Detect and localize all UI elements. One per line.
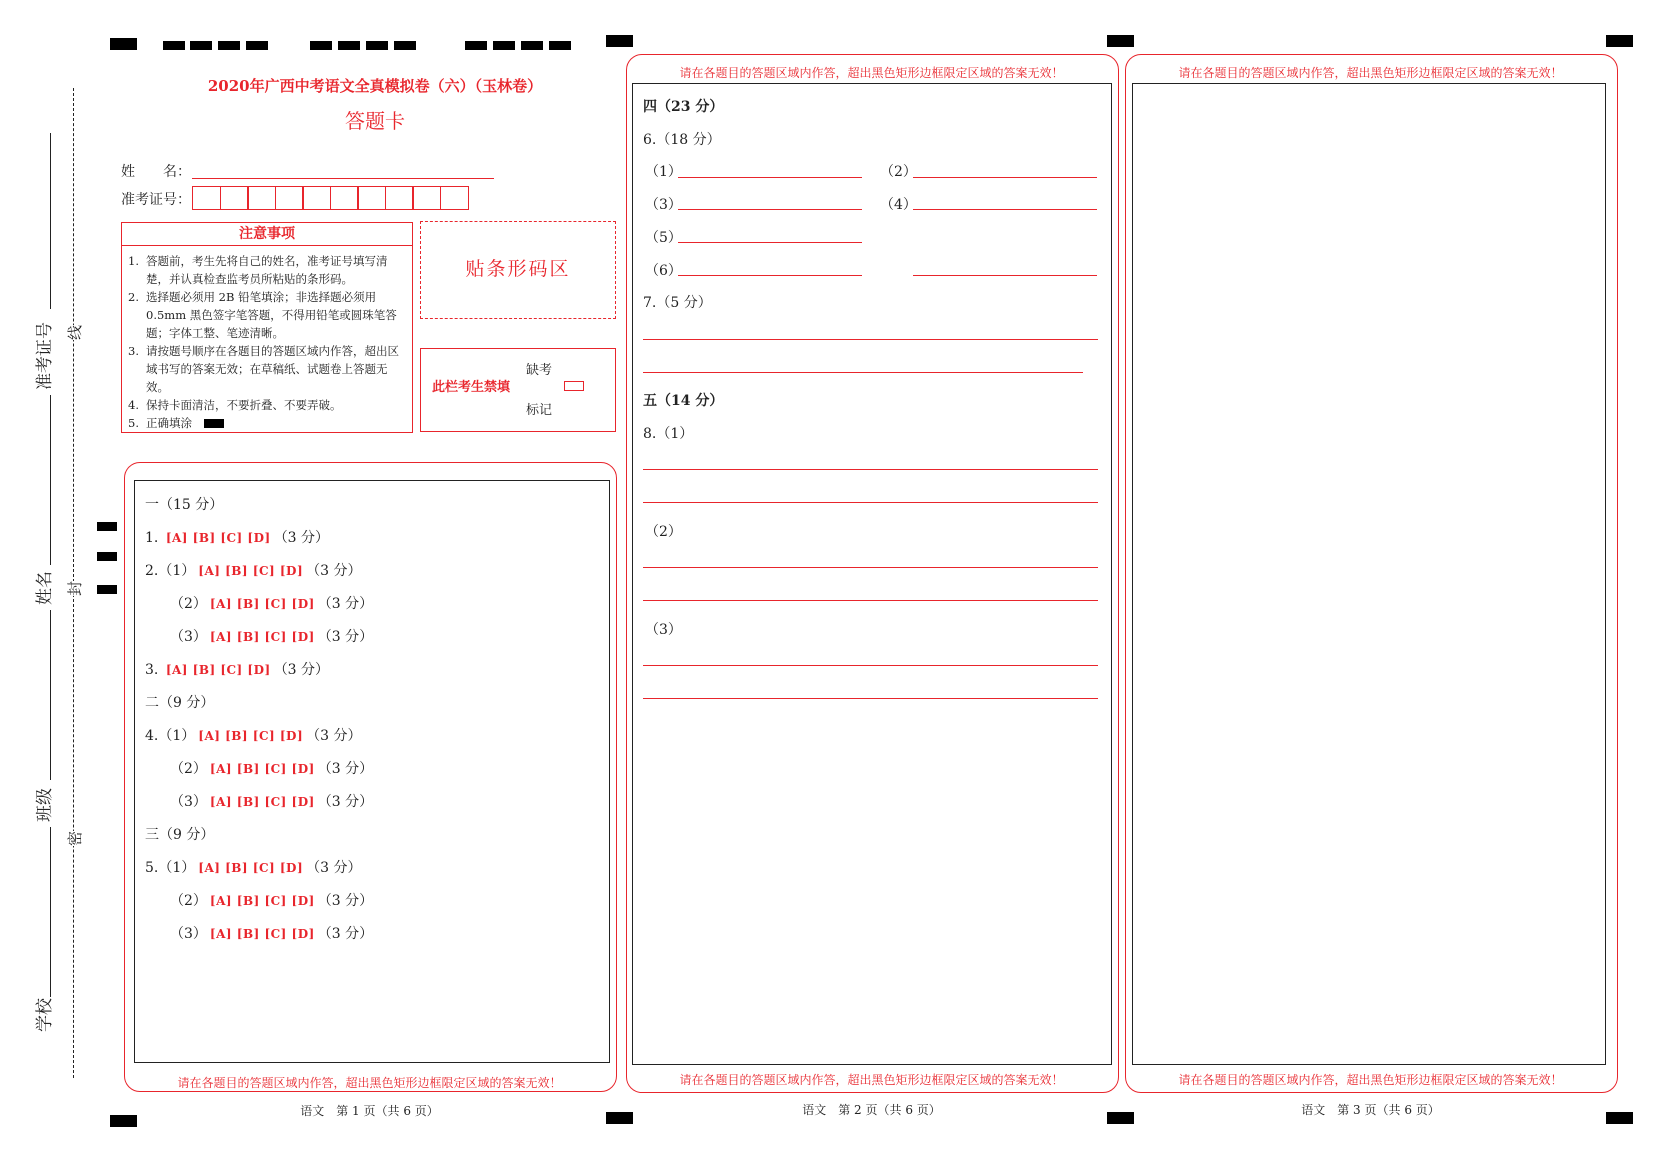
name-label: 姓 名： <box>121 164 191 180</box>
answer-line[interactable] <box>913 209 1097 210</box>
question-2-3: （3） [A] [B] [C] [D] （3 分） <box>170 629 374 645</box>
answer-line[interactable] <box>913 275 1097 276</box>
side-fill-line <box>50 133 51 309</box>
section-2-heading: 二（9 分） <box>145 695 215 711</box>
answer-line[interactable] <box>643 567 1098 568</box>
question-1: 1. [A] [B] [C] [D] （3 分） <box>145 530 330 546</box>
question-8-3: （3） <box>645 622 682 638</box>
question-2-2: （2） [A] [B] [C] [D] （3 分） <box>170 596 374 612</box>
timing-mark <box>97 585 117 594</box>
timing-mark <box>163 41 185 50</box>
answer-line[interactable] <box>678 209 862 210</box>
side-mark-secret: 密 <box>66 830 84 846</box>
page2-warning-bottom: 请在各题目的答题区域内作答，超出黑色矩形边框限定区域的答案无效！ <box>679 1073 1064 1087</box>
choice-bubbles[interactable]: [A] [B] [C] [D] <box>198 564 304 578</box>
notes-list <box>122 246 412 432</box>
page2-footer: 语文 第 2 页（共 6 页） <box>802 1103 941 1117</box>
timing-mark <box>310 41 332 50</box>
timing-mark <box>246 41 268 50</box>
timing-mark <box>366 41 388 50</box>
note-item: 5. 正确填涂 <box>128 414 406 432</box>
question-4-3: （3） [A] [B] [C] [D] （3 分） <box>170 794 374 810</box>
choice-bubbles[interactable]: [A] [B] [C] [D] <box>209 894 315 908</box>
registration-mark <box>110 38 137 50</box>
barcode-area <box>420 221 616 319</box>
choice-bubbles[interactable]: [A] [B] [C] [D] <box>165 531 271 545</box>
choice-bubbles[interactable]: [A] [B] [C] [D] <box>209 795 315 809</box>
page1-warning: 请在各题目的答题区域内作答，超出黑色矩形边框限定区域的答案无效！ <box>177 1076 562 1090</box>
q6-sub-3: （3） <box>645 197 682 213</box>
side-fill-line <box>50 610 51 780</box>
answer-line[interactable] <box>913 177 1097 178</box>
barcode-label: 贴条形码区 <box>465 258 571 280</box>
notes-heading: 注意事项 <box>122 223 412 246</box>
answer-line[interactable] <box>643 665 1098 666</box>
id-cell[interactable] <box>330 186 359 210</box>
page3-footer: 语文 第 3 页（共 6 页） <box>1301 1103 1440 1117</box>
note-item: 4. 保持卡面清洁，不要折叠、不要弄破。 <box>128 398 342 412</box>
answer-line[interactable] <box>643 469 1098 470</box>
choice-bubbles[interactable]: [A] [B] [C] [D] <box>209 927 315 941</box>
registration-mark <box>1107 35 1134 47</box>
timing-mark <box>97 522 117 531</box>
timing-mark <box>493 41 515 50</box>
side-label-school: 学校 <box>35 998 55 1032</box>
id-cell[interactable] <box>440 186 469 210</box>
absent-bubble[interactable] <box>564 381 584 391</box>
choice-bubbles[interactable]: [A] [B] [C] [D] <box>198 861 304 875</box>
timing-mark <box>549 41 571 50</box>
absent-label-bottom: 标记 <box>526 403 553 418</box>
choice-bubbles[interactable]: [A] [B] [C] [D] <box>209 762 315 776</box>
note-item: 3. 请按题号顺序在各题目的答题区域内作答，超出区域书写的答案无效；在草稿纸、试题卷上答题无效。 <box>128 344 399 394</box>
notes-box <box>121 222 413 433</box>
q6-sub-6: （6） <box>645 263 682 279</box>
answer-line[interactable] <box>643 339 1098 340</box>
section-1-heading: 一（15 分） <box>145 497 224 513</box>
note-item: 1. 答题前，考生先将自己的姓名，准考证号填写清楚，并认真检查监考员所粘贴的条形码。 <box>128 254 388 286</box>
id-label: 准考证号： <box>121 192 191 208</box>
section-4-heading: 四（23 分） <box>643 99 724 115</box>
section-3-heading: 三（9 分） <box>145 827 215 843</box>
timing-mark <box>218 41 240 50</box>
side-label-class: 班级 <box>35 788 55 822</box>
id-cell[interactable] <box>247 186 276 210</box>
q6-sub-1: （1） <box>645 164 682 180</box>
q6-sub-2: （2） <box>880 164 917 180</box>
timing-mark <box>394 41 416 50</box>
name-field[interactable] <box>192 178 494 179</box>
answer-line[interactable] <box>643 600 1098 601</box>
card-subtitle: 答题卡 <box>345 109 405 133</box>
absent-box <box>420 348 616 432</box>
page3-answer-area[interactable] <box>1132 83 1606 1065</box>
answer-line[interactable] <box>643 698 1098 699</box>
side-fill-line <box>50 827 51 997</box>
note-item: 2. 选择题必须用 2B 铅笔填涂；非选择题必须用 0.5mm 黑色签字笔答题，不得用铅笔或圆珠笔答题；字体工整、笔迹清晰。 <box>128 290 397 340</box>
answer-line[interactable] <box>643 502 1098 503</box>
id-cell[interactable] <box>192 186 221 210</box>
side-fill-line <box>50 395 51 565</box>
answer-line[interactable] <box>678 275 862 276</box>
question-4-2: （2） [A] [B] [C] [D] （3 分） <box>170 761 374 777</box>
page2-warning-top: 请在各题目的答题区域内作答，超出黑色矩形边框限定区域的答案无效！ <box>679 66 1064 80</box>
question-5-1: 5.（1） [A] [B] [C] [D] （3 分） <box>145 860 362 876</box>
choice-bubbles[interactable]: [A] [B] [C] [D] <box>209 630 315 644</box>
timing-mark <box>338 41 360 50</box>
question-8-1: 8.（1） <box>643 426 694 442</box>
page1-footer: 语文 第 1 页（共 6 页） <box>300 1104 439 1118</box>
choice-bubbles[interactable]: [A] [B] [C] [D] <box>165 663 271 677</box>
id-cell[interactable] <box>412 186 441 210</box>
side-mark-seal: 封 <box>66 580 84 596</box>
id-number-grid[interactable] <box>192 186 467 210</box>
id-cell[interactable] <box>385 186 414 210</box>
q6-sub-4: （4） <box>880 197 917 213</box>
id-cell[interactable] <box>275 186 304 210</box>
exam-title: 2020年广西中考语文全真模拟卷（六）（玉林卷） <box>207 77 543 95</box>
answer-line[interactable] <box>678 177 862 178</box>
page3-warning-top: 请在各题目的答题区域内作答，超出黑色矩形边框限定区域的答案无效！ <box>1178 66 1563 80</box>
timing-mark <box>521 41 543 50</box>
id-cell[interactable] <box>357 186 386 210</box>
question-4-1: 4.（1） [A] [B] [C] [D] （3 分） <box>145 728 362 744</box>
page3-warning-bottom: 请在各题目的答题区域内作答，超出黑色矩形边框限定区域的答案无效！ <box>1178 1073 1563 1087</box>
timing-mark <box>190 41 212 50</box>
answer-line[interactable] <box>643 372 1083 373</box>
timing-mark <box>465 41 487 50</box>
registration-mark <box>606 35 633 47</box>
forbidden-label: 此栏考生禁填 <box>432 380 511 395</box>
filled-bubble-example <box>204 419 224 428</box>
answer-line[interactable] <box>678 242 862 243</box>
side-label-name: 姓名 <box>35 571 55 605</box>
section-5-heading: 五（14 分） <box>643 393 724 409</box>
id-cell[interactable] <box>302 186 331 210</box>
choice-bubbles[interactable]: [A] [B] [C] [D] <box>209 597 315 611</box>
timing-mark <box>97 552 117 561</box>
question-3: 3. [A] [B] [C] [D] （3 分） <box>145 662 330 678</box>
side-mark-line: 线 <box>66 324 84 340</box>
question-8-2: （2） <box>645 524 682 540</box>
question-2-1: 2.（1） [A] [B] [C] [D] （3 分） <box>145 563 362 579</box>
question-6-heading: 6.（18 分） <box>643 132 721 148</box>
absent-label-top: 缺考 <box>526 363 553 378</box>
question-7-heading: 7.（5 分） <box>643 295 712 311</box>
q6-sub-5: （5） <box>645 230 682 246</box>
id-cell[interactable] <box>220 186 249 210</box>
question-5-2: （2） [A] [B] [C] [D] （3 分） <box>170 893 374 909</box>
choice-bubbles[interactable]: [A] [B] [C] [D] <box>198 729 304 743</box>
registration-mark <box>1606 35 1633 47</box>
page2-answer-area <box>632 83 1112 1065</box>
question-5-3: （3） [A] [B] [C] [D] （3 分） <box>170 926 374 942</box>
side-label-id: 准考证号 <box>35 322 55 390</box>
